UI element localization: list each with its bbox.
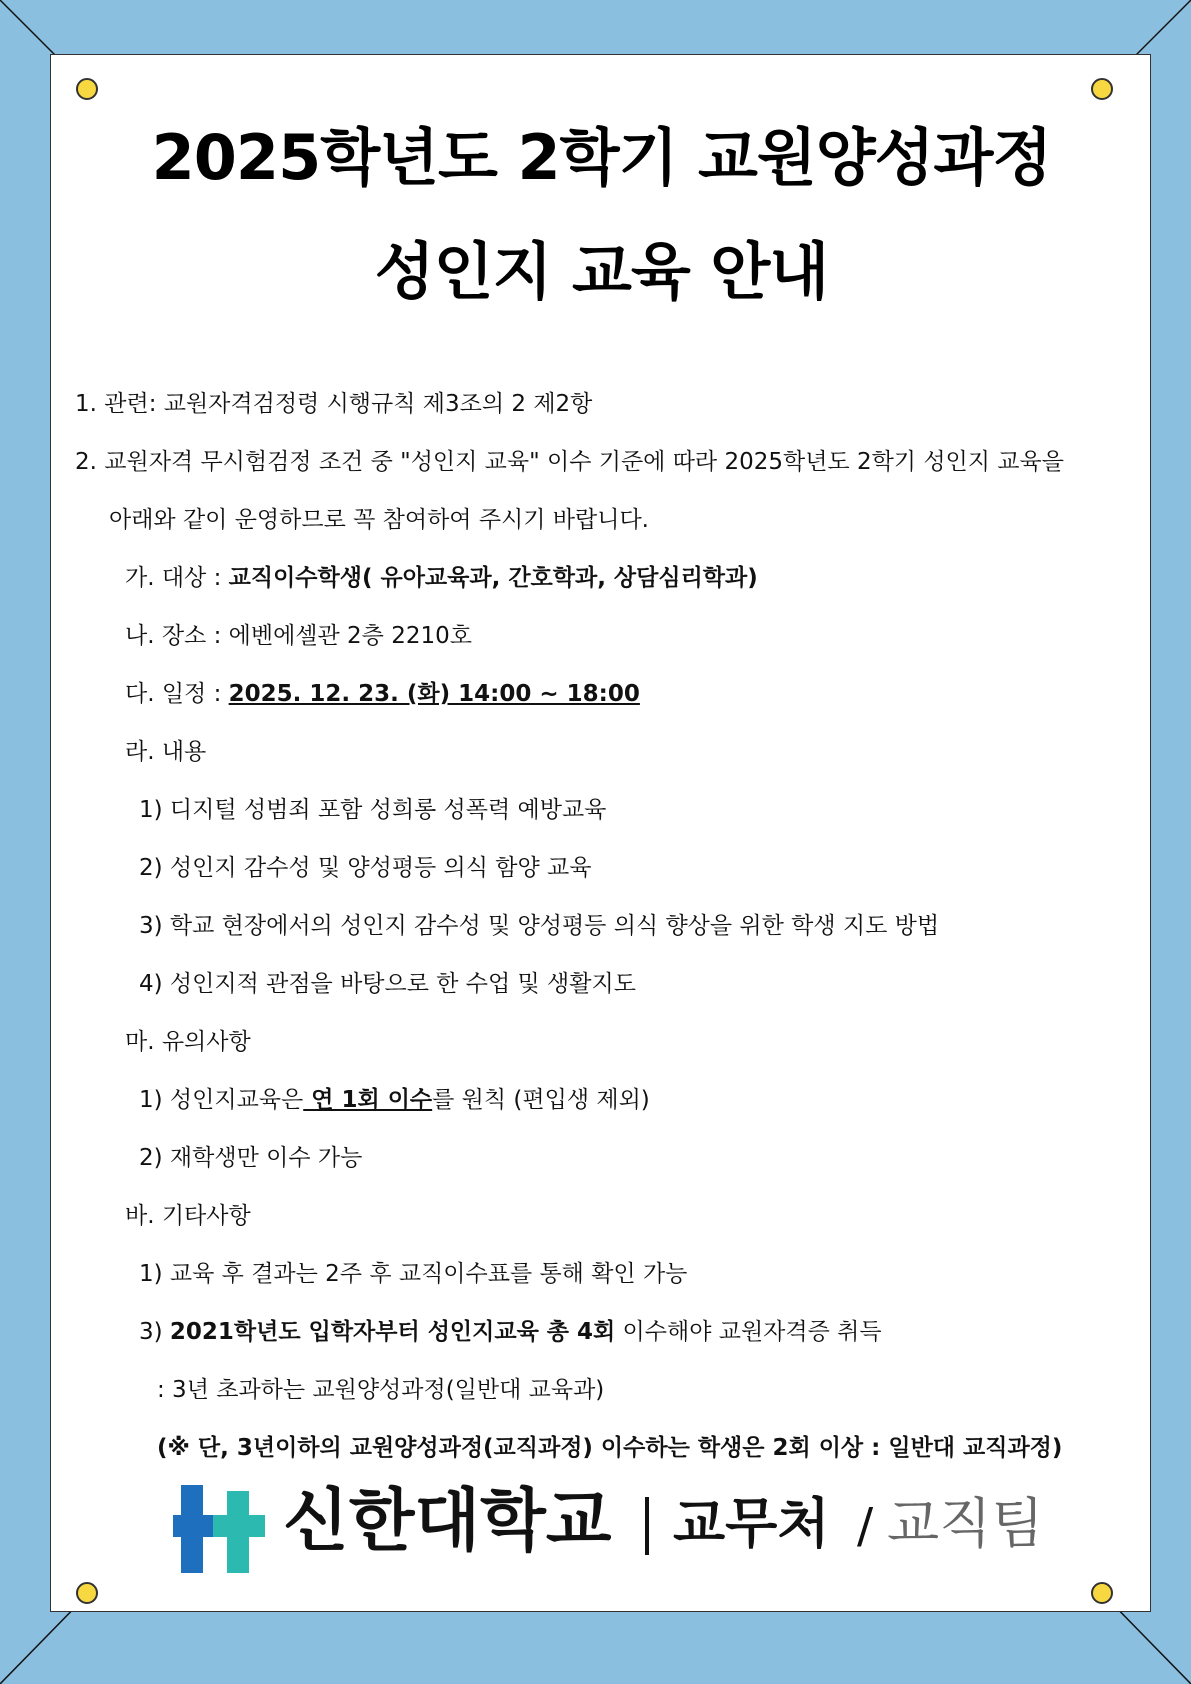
pin-bottom-left (76, 1582, 98, 1604)
item-schedule (125, 677, 640, 711)
footer-divider (645, 1497, 649, 1555)
pin-bottom-right (1091, 1582, 1113, 1604)
item-target-value: 교직이수학생( 유아교육과, 간호학과, 상담심리학과) (228, 565, 758, 591)
office-name: 교무처 (673, 1492, 830, 1555)
title-line-2: 성인지 교육 안내 (374, 235, 829, 308)
item-other-heading: 바. 기타사항 (125, 1203, 251, 1229)
notes-item-1-pre: 1) 성인지교육은 (139, 1087, 304, 1113)
content-item-3: 3) 학교 현장에서의 성인지 감수성 및 양성평등 의식 향상을 위한 학생 지도 방법 (139, 913, 940, 939)
notes-item-1-post: 를 원칙 (편입생 제외) (432, 1087, 650, 1113)
item-purpose-line-2: 아래와 같이 운영하므로 꼭 참여하여 주시기 바랍니다. (109, 507, 649, 533)
pin-top-left (76, 78, 98, 100)
notes-item-1 (139, 1083, 650, 1117)
item-schedule-label: 다. 일정 : (125, 681, 229, 707)
notice-poster (50, 54, 1151, 1612)
other-item-3 (139, 1315, 882, 1349)
notes-item-1-emphasis: 연 1회 이수 (303, 1087, 433, 1113)
team-name: 교직팀 (887, 1492, 1044, 1555)
other-item-1: 1) 교육 후 결과는 2주 후 교직이수표를 통해 확인 가능 (139, 1261, 688, 1287)
item-content-heading: 라. 내용 (125, 739, 207, 765)
footer-slash: / (857, 1498, 874, 1554)
item-location: 나. 장소 : 에벤에셀관 2층 2210호 (125, 623, 472, 649)
item-target-label: 가. 대상 : (125, 565, 229, 591)
content-item-2: 2) 성인지 감수성 및 양성평등 의식 함양 교육 (139, 855, 592, 881)
item-notes-heading: 마. 유의사항 (125, 1029, 251, 1055)
pin-top-right (1091, 78, 1113, 100)
footer-signature (51, 1475, 1152, 1585)
title-line-1: 2025학년도 2학기 교원양성과정 (151, 121, 1052, 194)
item-schedule-value: 2025. 12. 23. (화) 14:00 ~ 18:00 (228, 681, 640, 707)
content-item-1: 1) 디지털 성범죄 포함 성희롱 성폭력 예방교육 (139, 797, 607, 823)
exception-note: (※ 단, 3년이하의 교원양성과정(교직과정) 이수하는 학생은 2회 이상 : 일반대 교직과정) (157, 1435, 1063, 1461)
university-name: 신한대학교 (283, 1482, 612, 1561)
item-purpose-line-1: 2. 교원자격 무시험검정 조건 중 "성인지 교육" 이수 기준에 따라 2025학년도 2학기 성인지 교육을 (75, 449, 1064, 475)
university-logo-icon (173, 1485, 265, 1573)
item-related: 1. 관련: 교원자격검정령 시행규칙 제3조의 2 제2항 (75, 391, 593, 417)
other-item-3-sub: : 3년 초과하는 교원양성과정(일반대 교육과) (157, 1377, 605, 1403)
content-item-4: 4) 성인지적 관점을 바탕으로 한 수업 및 생활지도 (139, 971, 636, 997)
item-target (125, 561, 758, 595)
other-item-3-emphasis: 2021학년도 입학자부터 성인지교육 총 4회 (169, 1319, 616, 1345)
other-item-3-post: 이수해야 교원자격증 취득 (615, 1319, 882, 1345)
notes-item-2: 2) 재학생만 이수 가능 (139, 1145, 363, 1171)
other-item-3-pre: 3) (139, 1319, 170, 1345)
